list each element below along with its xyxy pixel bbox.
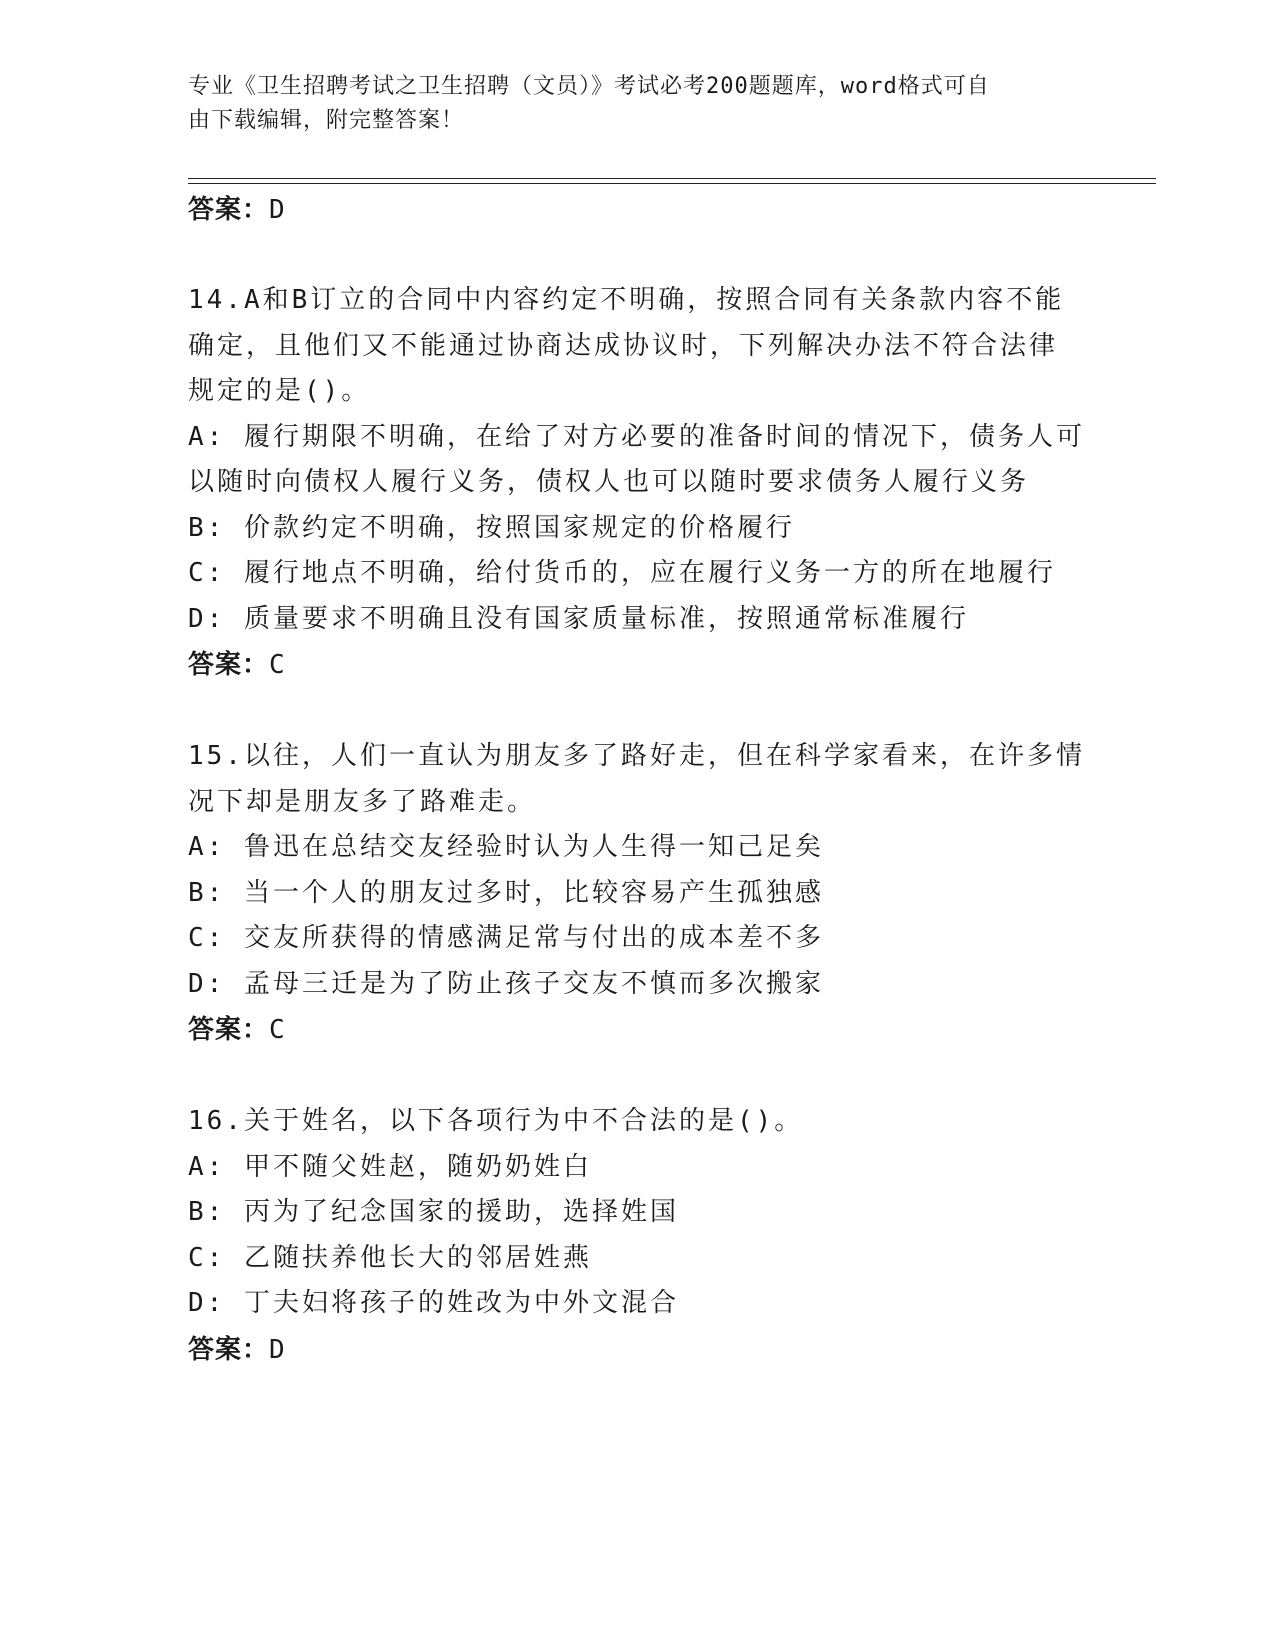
question-stem: [188, 278, 1088, 415]
option-d: D: 丁夫妇将孩子的姓改为中外文混合: [188, 1288, 679, 1318]
option-d: D: 质量要求不明确且没有国家质量标准，按照通常标准履行: [188, 603, 969, 634]
question-answer: [188, 642, 1088, 688]
header-line-2: 由下载编辑，附完整答案！: [188, 108, 465, 133]
answer-label: 答案：: [188, 650, 270, 680]
question-stem: [188, 734, 1088, 825]
option-c: C: 乙随扶养他长大的邻居姓燕: [188, 1242, 592, 1273]
option-d: D: 孟母三迁是为了防止孩子交友不慎而多次搬家: [188, 968, 824, 999]
question-16: [188, 1099, 1088, 1373]
header-line-1: 专业《卫生招聘考试之卫生招聘（文员）》考试必考200题题库，word格式可自: [188, 74, 990, 99]
answer-value: C: [269, 1015, 286, 1045]
option-line: A: 履行期限不明确，在给了对方必要的准备时间的情况下，债务人可: [188, 421, 1085, 452]
stem-line: 况下却是朋友多了路难走。: [188, 786, 537, 817]
option-a: A: 鲁迅在总结交友经验时认为人生得一知己足矣: [188, 832, 824, 862]
stem-line: 16.关于姓名，以下各项行为中不合法的是()。: [188, 1106, 804, 1136]
stem-line: 确定，且他们又不能通过协商达成协议时，下列解决办法不符合法律: [188, 330, 1059, 361]
question-answer: [188, 1007, 1088, 1053]
header-rule-bottom: [188, 183, 1156, 184]
answer-label: 答案：: [188, 1334, 270, 1365]
answer-label: 答案：: [188, 1015, 270, 1045]
option-c: C: 履行地点不明确，给付货币的，应在履行义务一方的所在地履行: [188, 558, 1056, 588]
answer-value: C: [269, 650, 286, 680]
option-a: A: 甲不随父姓赵，随奶奶姓白: [188, 1151, 592, 1182]
previous-answer: [188, 188, 1088, 232]
option-b: B: 当一个人的朋友过多时，比较容易产生孤独感: [188, 877, 824, 908]
answer-value: D: [269, 1334, 286, 1365]
stem-line: 规定的是()。: [188, 376, 371, 406]
option-b: B: 丙为了纪念国家的援助，选择姓国: [188, 1197, 679, 1227]
document-body: [188, 188, 1088, 1373]
option-b: B: 价款约定不明确，按照国家规定的价格履行: [188, 512, 795, 543]
question-answer: [188, 1327, 1088, 1373]
option-a: [188, 415, 1088, 506]
header-rule-top: [188, 178, 1156, 179]
question-stem: [188, 1099, 1088, 1145]
stem-line: 14.A和B订立的合同中内容约定不明确，按照合同有关条款内容不能: [188, 285, 1065, 315]
option-c: C: 交友所获得的情感满足常与付出的成本差不多: [188, 923, 824, 953]
document-header: [188, 70, 1068, 138]
answer-value: D: [269, 195, 286, 225]
question-14: [188, 278, 1088, 688]
answer-label: 答案：: [188, 195, 270, 225]
question-15: [188, 734, 1088, 1053]
stem-line: 15.以往，人们一直认为朋友多了路好走，但在科学家看来，在许多情: [188, 741, 1085, 771]
option-line: 以随时向债权人履行义务，债权人也可以随时要求债务人履行义务: [188, 467, 1030, 497]
